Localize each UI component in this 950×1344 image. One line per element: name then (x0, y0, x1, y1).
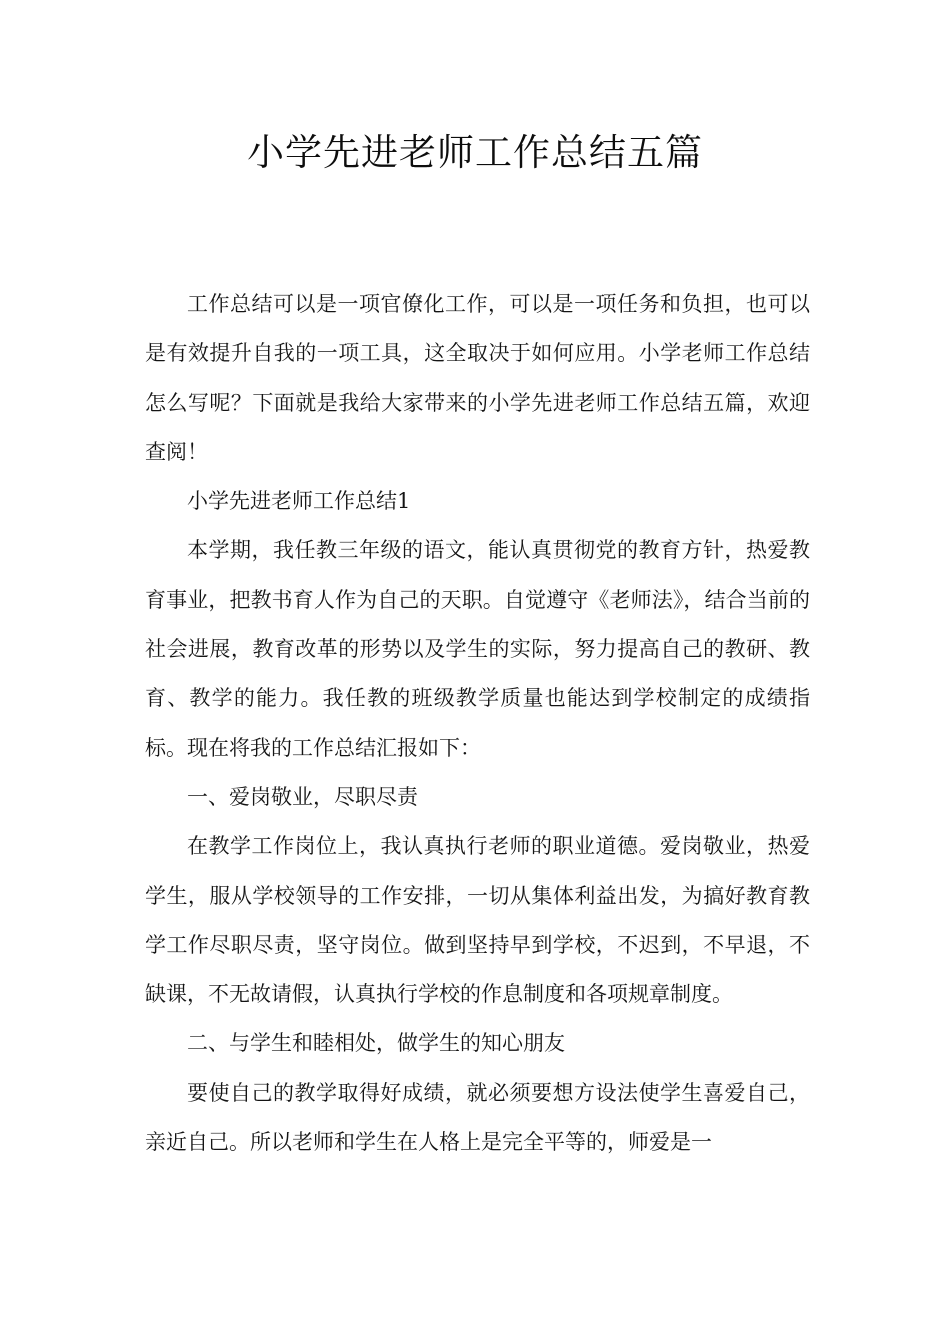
document-title: 小学先进老师工作总结五篇 (247, 131, 703, 174)
intro-paragraph: 工作总结可以是一项官僚化工作，可以是一项任务和负担，也可以是有效提升自我的一项工具，这全取决于如何应用。小学老师工作总结怎么写呢？下面就是我给大家带来的小学先进老师工作总结五篇，欢迎查阅！ (145, 292, 810, 464)
section-heading-dedication: 一、爱岗敬业，尽职尽责 (187, 784, 418, 809)
section-heading-students: 二、与学生和睦相处，做学生的知心朋友 (187, 1031, 565, 1056)
document-body (145, 280, 810, 1167)
body-paragraph: 要使自己的教学取得好成绩，就必须要想方设法使学生喜爱自己，亲近自己。所以老师和学生在人格上是完全平等的，师爱是一 (145, 1080, 810, 1155)
body-paragraph: 在教学工作岗位上，我认真执行老师的职业道德。爱岗敬业，热爱学生，服从学校领导的工作安排，一切从集体利益出发，为搞好教育教学工作尽职尽责，坚守岗位。做到坚持早到学校，不迟到，不早退，不缺课，不无故请假，认真执行学校的作息制度和各项规章制度。 (145, 834, 810, 1007)
body-paragraph: 本学期，我任教三年级的语文，能认真贯彻党的教育方针，热爱教育事业，把教书育人作为自己的天职。自觉遵守《老师法》，结合当前的社会进展，教育改革的形势以及学生的实际，努力提高自己的教研、教育、教学的能力。我任教的班级教学质量也能达到学校制定的成绩指标。现在将我的工作总结汇报如下： (145, 538, 810, 760)
section-heading-summary-1: 小学先进老师工作总结1 (187, 489, 411, 514)
